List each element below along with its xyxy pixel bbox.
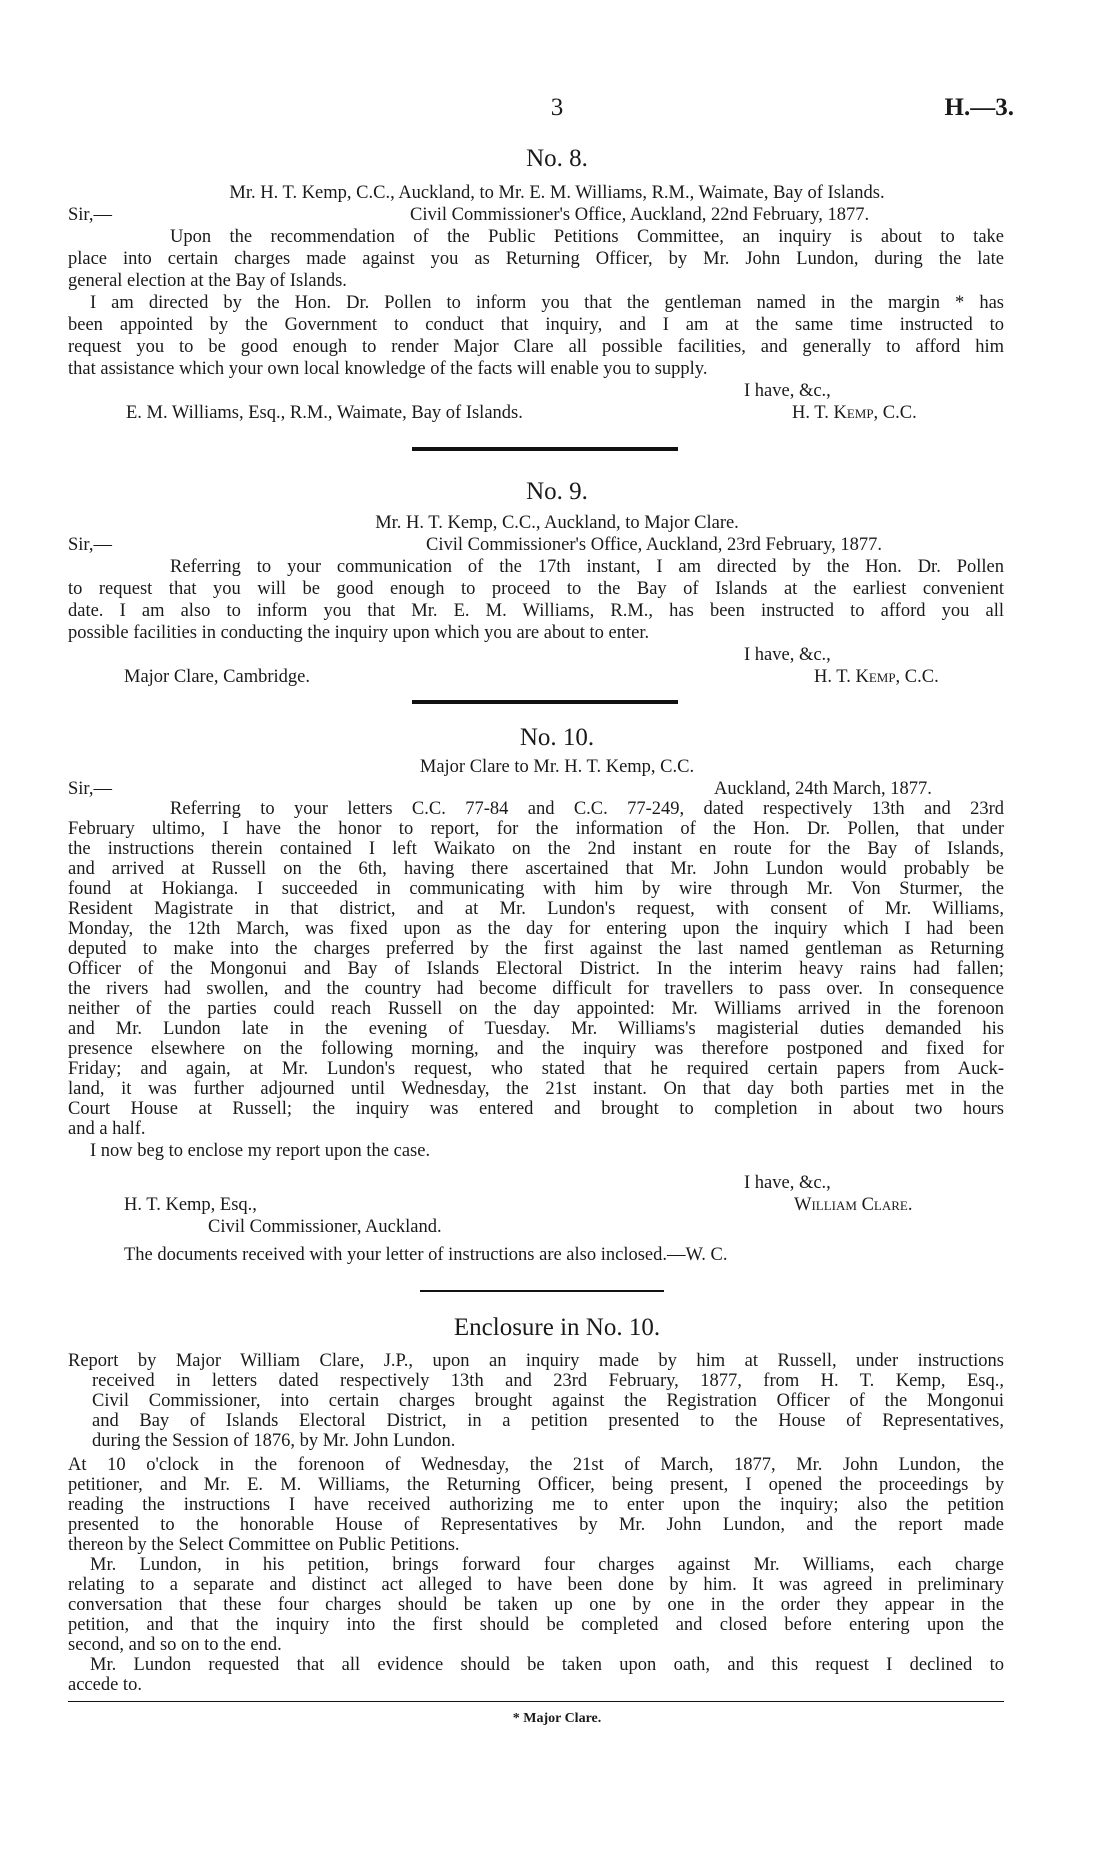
letter-10-addressee-line-2: Civil Commissioner, Auckland. (208, 1217, 442, 1237)
letter-8-p2-line: request you to be good enough to render Major Clare all possible facilities, and generally to afford him (68, 337, 1004, 357)
enclosure-p2-line: petition, and that the inquiry into the first should be completed and closed before entering upon the (68, 1615, 1004, 1635)
letter-10-dateline: Auckland, 24th March, 1877. (714, 779, 932, 799)
enclosure-p2-line: conversation that these four charges should be taken up one by one in the order they appear in the (68, 1595, 1004, 1615)
enclosure-p1-line: At 10 o'clock in the forenoon of Wednesday, the 21st of March, 1877, Mr. John Lundon, the (68, 1455, 1004, 1475)
enclosure-p3-line: Mr. Lundon requested that all evidence should be taken upon oath, and this request I declined to (90, 1655, 1004, 1675)
enclosure-intro-line: during the Session of 1876, by Mr. John Lundon. (92, 1431, 456, 1451)
letter-10-p2: I now beg to enclose my report upon the case. (90, 1141, 431, 1161)
letter-10-p1-line: February ultimo, I have the honor to report, for the information of the Hon. Dr. Pollen, that under (68, 819, 1004, 839)
letter-10-p1-line: Officer of the Mongonui and Bay of Islands Electoral District. In the interim heavy rains had fallen; (68, 959, 1004, 979)
enclosure-p3-line: accede to. (68, 1675, 142, 1695)
enclosure-heading: Enclosure in No. 10. (453, 1314, 661, 1341)
letter-10-p1-line: and arrived at Russell on the 6th, having there ascertained that Mr. John Lundon would probably be (68, 859, 1004, 879)
letter-10-postscript: The documents received with your letter of instructions are also inclosed.—W. C. (124, 1245, 728, 1265)
letter-10-p1-line: Referring to your letters C.C. 77-84 and C.C. 77-249, dated respectively 13th and 23rd (170, 799, 1004, 819)
footnote: * Major Clare. (512, 1711, 602, 1726)
enclosure-intro-line: Report by Major William Clare, J.P., upon an inquiry made by him at Russell, under instructions (68, 1351, 1004, 1371)
letter-9-closing: I have, &c., (744, 645, 831, 665)
enclosure-intro-line: and Bay of Islands Electoral District, in a petition presented to the House of Representatives, (92, 1411, 1004, 1431)
document-code: H.—3. (944, 94, 1014, 121)
letter-9-heading: No. 9. (526, 478, 588, 505)
letter-10-from-to: Major Clare to Mr. H. T. Kemp, C.C. (419, 757, 695, 777)
letter-10-p1-line: the rivers had swollen, and the country had become difficult for travellers to pass over. In consequence (68, 979, 1004, 999)
letter-8-p1-line: place into certain charges made against you as Returning Officer, by Mr. John Lundon, during the late (68, 249, 1004, 269)
letter-9-from-to: Mr. H. T. Kemp, C.C., Auckland, to Major Clare. (375, 513, 739, 533)
enclosure-p1-line: presented to the honorable House of Representatives by Mr. John Lundon, and the report made (68, 1515, 1004, 1535)
section-divider (412, 447, 678, 451)
letter-8-p2-line: I am directed by the Hon. Dr. Pollen to inform you that the gentleman named in the margin * has (90, 293, 1004, 313)
letter-10-p1-line: Monday, the 12th March, was fixed upon as the day for entering upon the inquiry which I had been (68, 919, 1004, 939)
letter-10-p1-line: Court House at Russell; the inquiry was entered and brought to completion in about two hours (68, 1099, 1004, 1119)
letter-9-p1-line: to request that you will be good enough to proceed to the Bay of Islands at the earliest convenient (68, 579, 1004, 599)
letter-10-closing: I have, &c., (744, 1173, 831, 1193)
letter-10-p1-line: and a half. (68, 1119, 146, 1139)
enclosure-p1-line: reading the instructions I have received authorizing me to enter upon the inquiry; also the petition (68, 1495, 1004, 1515)
section-divider (420, 1290, 664, 1292)
letter-10-p1-line: found at Hokianga. I succeeded in communicating with him by wire through Mr. Von Sturmer, the (68, 879, 1004, 899)
letter-10-addressee: H. T. Kemp, Esq., (124, 1195, 257, 1215)
letter-9-signature: H. T. Kemp, C.C. (814, 667, 939, 687)
letter-8-dateline: Civil Commissioner's Office, Auckland, 22nd February, 1877. (410, 205, 870, 225)
letter-10-p1-line: the instructions therein contained I left Waikato on the 2nd instant en route for the Bay of Islands, (68, 839, 1004, 859)
letter-8-addressee: E. M. Williams, Esq., R.M., Waimate, Bay of Islands. (126, 403, 523, 423)
enclosure-p1-line: thereon by the Select Committee on Public Petitions. (68, 1535, 460, 1555)
enclosure-p2-line: Mr. Lundon, in his petition, brings forward four charges against Mr. Williams, each charge (90, 1555, 1004, 1575)
enclosure-intro-line: received in letters dated respectively 13th and 23rd February, 1877, from H. T. Kemp, Esq., (92, 1371, 1004, 1391)
letter-10-p1-line: neither of the parties could reach Russell on the day appointed: Mr. Williams arrived in the forenoon (68, 999, 1004, 1019)
enclosure-intro-line: Civil Commissioner, into certain charges brought against the Registration Officer of the Mongonui (92, 1391, 1004, 1411)
letter-10-p1-line: Resident Magistrate in that district, and at Mr. Lundon's request, with consent of Mr. Williams, (68, 899, 1004, 919)
letter-10-heading: No. 10. (519, 724, 595, 751)
letter-9-salutation: Sir,— (68, 535, 112, 555)
letter-9-addressee: Major Clare, Cambridge. (124, 667, 310, 687)
letter-9-dateline: Civil Commissioner's Office, Auckland, 23rd February, 1877. (426, 535, 883, 555)
section-divider (412, 700, 678, 704)
footnote-rule (68, 1701, 1004, 1702)
letter-8-closing: I have, &c., (744, 381, 831, 401)
letter-10-p1-line: land, it was further adjourned until Wednesday, the 21st instant. On that day both parties met in the (68, 1079, 1004, 1099)
letter-9-p1-line: date. I am also to inform you that Mr. E. M. Williams, R.M., has been instructed to afford you all (68, 601, 1004, 621)
letter-10-p1-line: Friday; and again, at Mr. Lundon's request, who stated that he required certain papers from Auck- (68, 1059, 1004, 1079)
enclosure-p2-line: second, and so on to the end. (68, 1635, 282, 1655)
letter-8-heading: No. 8. (526, 145, 588, 172)
letter-8-p2-line: been appointed by the Government to conduct that inquiry, and I am at the same time instructed to (68, 315, 1004, 335)
letter-8-p1-line: general election at the Bay of Islands. (68, 271, 347, 291)
letter-8-p2-line: that assistance which your own local knowledge of the facts will enable you to supply. (68, 359, 708, 379)
enclosure-p1-line: petitioner, and Mr. E. M. Williams, the Returning Officer, being present, I opened the proceedings by (68, 1475, 1004, 1495)
letter-10-p1-line: presence elsewhere on the following morning, and the inquiry was therefore postponed and fixed for (68, 1039, 1004, 1059)
page-number: 3 (550, 94, 564, 121)
letter-10-salutation: Sir,— (68, 779, 112, 799)
letter-8-signature: H. T. Kemp, C.C. (792, 403, 917, 423)
letter-8-p1-line: Upon the recommendation of the Public Petitions Committee, an inquiry is about to take (170, 227, 1004, 247)
letter-10-p1-line: and Mr. Lundon late in the evening of Tuesday. Mr. Williams's magisterial duties demanded his (68, 1019, 1004, 1039)
letter-8-salutation: Sir,— (68, 205, 112, 225)
letter-10-p1-line: deputed to make into the charges preferred by the first against the last named gentleman as Returning (68, 939, 1004, 959)
letter-9-p1-line: possible facilities in conducting the inquiry upon which you are about to enter. (68, 623, 650, 643)
enclosure-p2-line: relating to a separate and distinct act alleged to have been done by him. It was agreed in preliminary (68, 1575, 1004, 1595)
letter-9-p1-line: Referring to your communication of the 17th instant, I am directed by the Hon. Dr. Pollen (170, 557, 1004, 577)
letter-8-from-to: Mr. H. T. Kemp, C.C., Auckland, to Mr. E. M. Williams, R.M., Waimate, Bay of Islands. (229, 183, 885, 203)
letter-10-signature: William Clare. (794, 1195, 913, 1215)
